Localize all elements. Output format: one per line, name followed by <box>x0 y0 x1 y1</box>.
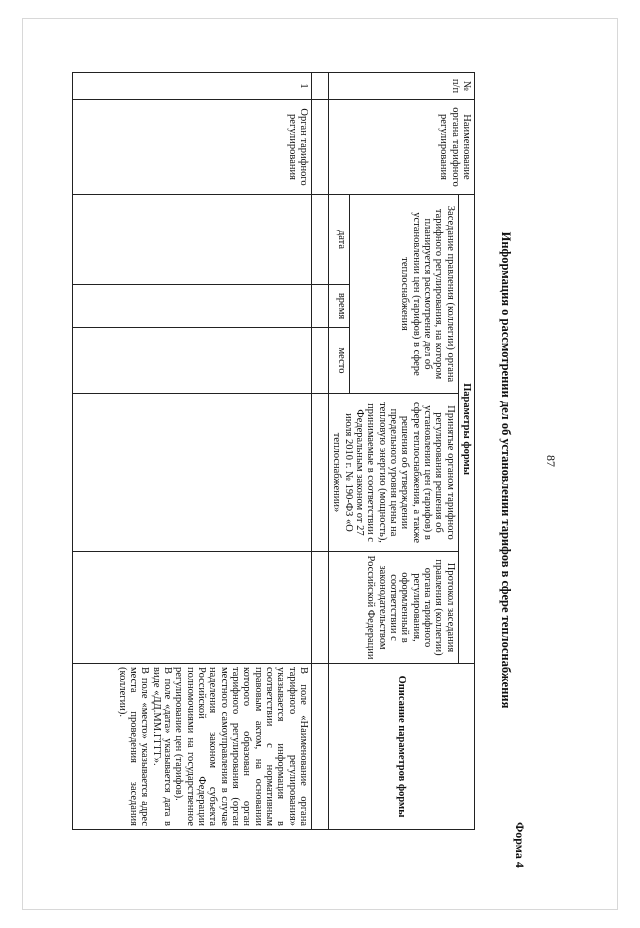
row-protocol-cell <box>73 552 312 664</box>
row-place-cell <box>73 328 312 394</box>
blank-cell <box>312 394 329 552</box>
document-title: Информация о рассмотрении дел об установлении тарифов в сфере теплоснабжения <box>499 231 513 709</box>
row-decisions-cell <box>73 394 312 552</box>
header-meeting: Заседание правления (коллегии) органа тарифного регулирования, на котором планируется рассмотрение дел об установлении цен (тарифов) в сфере теплоснабжения <box>349 195 458 394</box>
form-label: Форма 4 <box>513 822 527 868</box>
header-protocol: Протокол заседания правления (коллегии) органа тарифного регулирования, оформленный в соответствии с законодательством Российской Федерации <box>329 552 459 664</box>
blank-cell <box>312 100 329 195</box>
description-paragraph: В поле «Наименование органа тарифного регулирования» указывается информация в соответствии с нормативным правовым актом, на основании которого образован орган тарифного регулирования (орган местного самоуправления в случае наделения законом субъекта Российской Федерации полномочиями на государственное регулирование цен (тарифов). <box>173 667 310 826</box>
row-name: Орган тарифного регулирования <box>73 100 312 195</box>
header-description: Описание параметров формы <box>329 664 475 830</box>
blank-cell <box>312 328 329 394</box>
description-paragraph: В поле «дата» указывается дата в виде «ДД.ММ.ГГГГ». <box>150 667 174 826</box>
blank-cell <box>312 552 329 664</box>
row-time-cell <box>73 285 312 328</box>
row-description <box>73 664 312 830</box>
header-time: время <box>329 285 350 328</box>
blank-cell <box>312 664 329 830</box>
header-date: дата <box>329 195 350 285</box>
description-paragraph: В поле «место» указывается адрес места проведения заседания (коллегии). <box>116 667 151 826</box>
header-params: Параметры формы <box>458 195 474 664</box>
form-table <box>72 72 475 830</box>
row-number: 1 <box>73 73 312 100</box>
table-row <box>73 73 312 830</box>
row-date-cell <box>73 195 312 285</box>
blank-cell <box>312 195 329 285</box>
page-number: 87 <box>544 455 558 467</box>
header-decisions: Принятые органом тарифного регулирования решения об установлении цен (тарифов) в сфере теплоснабжения, а также решения об утверждении предельного уровня цены на тепловую энергию (мощность), принимаемые в соответствии с Федеральным законом от 27 июля 2010 г. № 190-ФЗ «О теплоснабжении» <box>329 394 459 552</box>
blank-cell <box>312 285 329 328</box>
header-place: место <box>329 328 350 394</box>
header-number: № п/п <box>329 73 475 100</box>
blank-cell <box>312 73 329 100</box>
header-name: Наименование органа тарифного регулирования <box>329 100 475 195</box>
